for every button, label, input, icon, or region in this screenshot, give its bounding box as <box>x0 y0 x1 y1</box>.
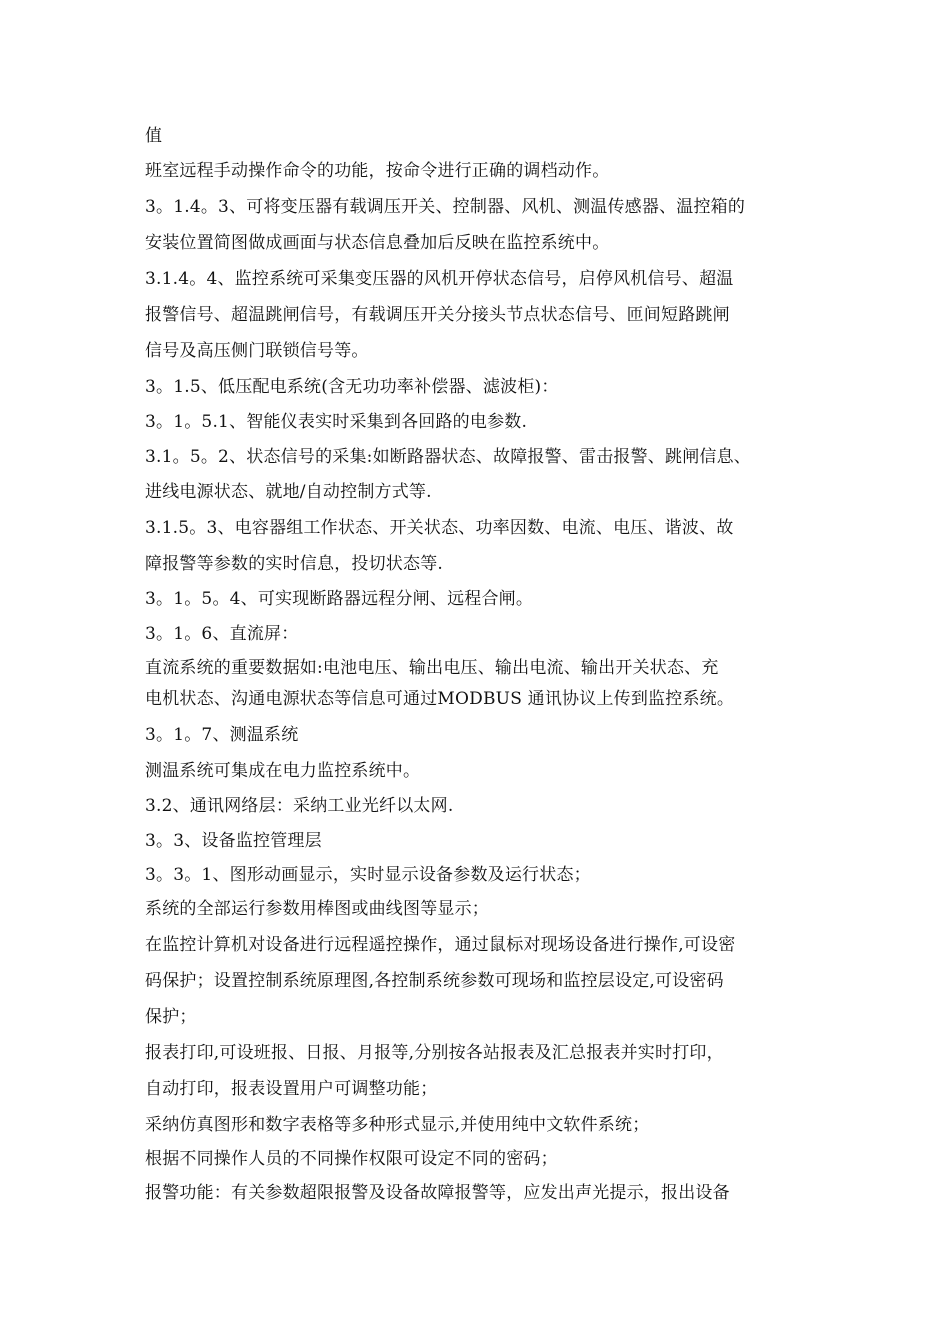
text-line: 在监控计算机对设备进行远程遥控操作，通过鼠标对现场设备进行操作,可设密 <box>145 935 736 955</box>
text-line: 3。1。5.1、智能仪表实时采集到各回路的电参数. <box>145 412 528 432</box>
text-line: 3.2、通讯网络层：采纳工业光纤以太网. <box>145 796 454 816</box>
text-line: 信号及高压侧门联锁信号等。 <box>145 341 369 361</box>
text-line: 电机状态、沟通电源状态等信息可通过MODBUS 通讯协议上传到监控系统。 <box>145 689 735 709</box>
text-line: 3。1。6、直流屏： <box>145 624 299 644</box>
text-line: 班室远程手动操作命令的功能，按命令进行正确的调档动作。 <box>145 161 610 181</box>
text-line: 保护； <box>145 1007 197 1027</box>
text-line: 系统的全部运行参数用棒图或曲线图等显示； <box>145 899 489 919</box>
text-line: 直流系统的重要数据如:电池电压、输出电压、输出电流、输出开关状态、充 <box>145 658 719 678</box>
text-line: 报表打印,可设班报、日报、月报等,分别按各站报表及汇总报表并实时打印， <box>145 1043 724 1063</box>
text-line: 码保护；设置控制系统原理图,各控制系统参数可现场和监控层设定,可设密码 <box>145 971 724 991</box>
text-line: 3。1。7、测温系统 <box>145 725 299 745</box>
text-line: 测温系统可集成在电力监控系统中。 <box>145 761 421 781</box>
text-line: 3。3。1、图形动画显示，实时显示设备参数及运行状态； <box>145 865 591 885</box>
text-line: 3。1.5、低压配电系统(含无功功率补偿器、滤波柜)： <box>145 377 559 397</box>
text-line: 报警信号、超温跳闸信号，有载调压开关分接头节点状态信号、匝间短路跳闸 <box>145 305 730 325</box>
text-line: 进线电源状态、就地/自动控制方式等. <box>145 482 432 502</box>
text-line: 报警功能：有关参数超限报警及设备故障报警等，应发出声光提示，报出设备 <box>145 1183 730 1203</box>
text-line: 根据不同操作人员的不同操作权限可设定不同的密码； <box>145 1149 558 1169</box>
text-line: 3。1。5。4、可实现断路器远程分闸、远程合闸。 <box>145 589 534 609</box>
text-line: 安装位置简图做成画面与状态信息叠加后反映在监控系统中。 <box>145 233 610 253</box>
text-line: 3。1.4。3、可将变压器有载调压开关、控制器、风机、测温传感器、温控箱的 <box>145 197 746 217</box>
text-line: 3.1.4。4、监控系统可采集变压器的风机开停状态信号，启停风机信号、超温 <box>145 269 734 289</box>
text-line: 值 <box>145 126 163 146</box>
text-line: 3。3、设备监控管理层 <box>145 831 322 851</box>
text-line: 3.1。5。2、状态信号的采集:如断路器状态、故障报警、雷击报警、跳闸信息、 <box>145 447 751 467</box>
text-line: 自动打印，报表设置用户可调整功能； <box>145 1079 438 1099</box>
text-line: 3.1.5。3、电容器组工作状态、开关状态、功率因数、电流、电压、谐波、故 <box>145 518 734 538</box>
text-line: 障报警等参数的实时信息，投切状态等. <box>145 554 444 574</box>
text-line: 采纳仿真图形和数字表格等多种形式显示,并使用纯中文软件系统； <box>145 1115 650 1135</box>
